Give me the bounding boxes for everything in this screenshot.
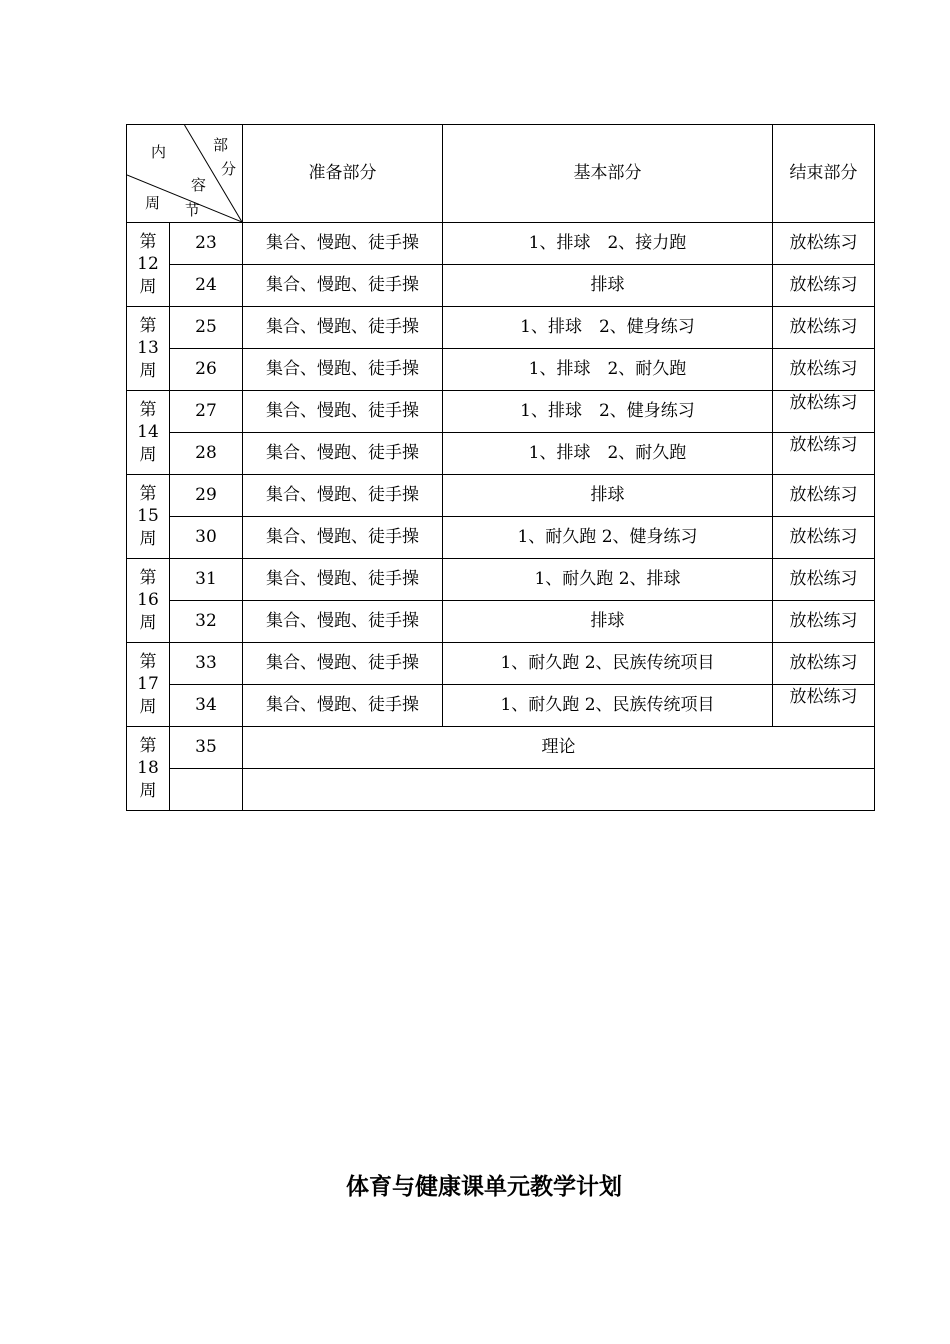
- header-basic: 基本部分: [443, 125, 773, 223]
- week-cell: 第 12 周: [127, 223, 170, 307]
- basic-content: 1、排球 2、健身练习: [443, 391, 773, 433]
- end-content: 放松练习: [773, 601, 875, 643]
- corner-label-nei: 内: [151, 143, 167, 161]
- table-header-row: [127, 125, 875, 223]
- end-content: 放松练习: [773, 391, 875, 433]
- prep-content: 集合、慢跑、徒手操: [243, 391, 443, 433]
- table-row: [127, 727, 875, 769]
- week-cell: 第 14 周: [127, 391, 170, 475]
- basic-content: 1、耐久跑 2、健身练习: [443, 517, 773, 559]
- basic-content: 排球: [443, 601, 773, 643]
- basic-content: 1、排球 2、健身练习: [443, 307, 773, 349]
- section-number: 24: [170, 265, 243, 307]
- prep-content: 集合、慢跑、徒手操: [243, 601, 443, 643]
- section-number-empty: [170, 769, 243, 811]
- prep-content: 集合、慢跑、徒手操: [243, 265, 443, 307]
- basic-content: 1、排球 2、耐久跑: [443, 349, 773, 391]
- table-row: [127, 433, 875, 475]
- table-row: [127, 223, 875, 265]
- corner-label-rong: 容: [191, 176, 207, 194]
- page-title: 体育与健康课单元教学计划: [346, 1174, 622, 1200]
- end-content: 放松练习: [773, 685, 875, 727]
- section-number: 25: [170, 307, 243, 349]
- basic-content: 1、排球 2、耐久跑: [443, 433, 773, 475]
- table-row: [127, 475, 875, 517]
- corner-label-zhou: 周: [145, 194, 161, 212]
- basic-content: 排球: [443, 475, 773, 517]
- basic-content: 排球: [443, 265, 773, 307]
- section-number: 32: [170, 601, 243, 643]
- section-number: 35: [170, 727, 243, 769]
- empty-content: [243, 769, 875, 811]
- section-number: 29: [170, 475, 243, 517]
- section-number: 27: [170, 391, 243, 433]
- week-cell: 第 18 周: [127, 727, 170, 811]
- section-number: 31: [170, 559, 243, 601]
- section-number: 33: [170, 643, 243, 685]
- prep-content: 集合、慢跑、徒手操: [243, 559, 443, 601]
- week-cell: 第 16 周: [127, 559, 170, 643]
- end-content: 放松练习: [773, 517, 875, 559]
- prep-content: 集合、慢跑、徒手操: [243, 517, 443, 559]
- prep-content: 集合、慢跑、徒手操: [243, 349, 443, 391]
- corner-label-jie: 节: [185, 201, 201, 219]
- basic-content: 1、耐久跑 2、排球: [443, 559, 773, 601]
- table-row: [127, 559, 875, 601]
- basic-content: 1、耐久跑 2、民族传统项目: [443, 643, 773, 685]
- section-number: 34: [170, 685, 243, 727]
- table-row: [127, 517, 875, 559]
- prep-content: 集合、慢跑、徒手操: [243, 433, 443, 475]
- end-content: 放松练习: [773, 349, 875, 391]
- header-prep: 准备部分: [243, 125, 443, 223]
- prep-content: 集合、慢跑、徒手操: [243, 643, 443, 685]
- week-cell: 第 17 周: [127, 643, 170, 727]
- end-content: 放松练习: [773, 265, 875, 307]
- table-row: [127, 391, 875, 433]
- basic-content: 1、耐久跑 2、民族传统项目: [443, 685, 773, 727]
- table-row: [127, 685, 875, 727]
- prep-content: 集合、慢跑、徒手操: [243, 475, 443, 517]
- table-row: [127, 265, 875, 307]
- end-content: 放松练习: [773, 433, 875, 475]
- prep-content: 集合、慢跑、徒手操: [243, 223, 443, 265]
- corner-label-fen: 分: [221, 160, 237, 178]
- week-cell: 第 15 周: [127, 475, 170, 559]
- end-content: 放松练习: [773, 475, 875, 517]
- lesson-plan-sheet: [126, 124, 874, 811]
- theory-content: 理论: [243, 727, 875, 769]
- end-content: 放松练习: [773, 559, 875, 601]
- table-row: [127, 307, 875, 349]
- table-row: [127, 601, 875, 643]
- end-content: 放松练习: [773, 307, 875, 349]
- section-number: 26: [170, 349, 243, 391]
- section-number: 30: [170, 517, 243, 559]
- section-number: 23: [170, 223, 243, 265]
- end-content: 放松练习: [773, 223, 875, 265]
- end-content: 放松练习: [773, 643, 875, 685]
- table-row: [127, 643, 875, 685]
- table-row: [127, 349, 875, 391]
- prep-content: 集合、慢跑、徒手操: [243, 307, 443, 349]
- prep-content: 集合、慢跑、徒手操: [243, 685, 443, 727]
- section-number: 28: [170, 433, 243, 475]
- basic-content: 1、排球 2、接力跑: [443, 223, 773, 265]
- corner-label-bu: 部: [213, 136, 229, 154]
- lesson-plan-table: [126, 124, 875, 811]
- header-end: 结束部分: [773, 125, 875, 223]
- week-cell: 第 13 周: [127, 307, 170, 391]
- table-row: [127, 769, 875, 811]
- diagonal-header-cell: [127, 125, 243, 223]
